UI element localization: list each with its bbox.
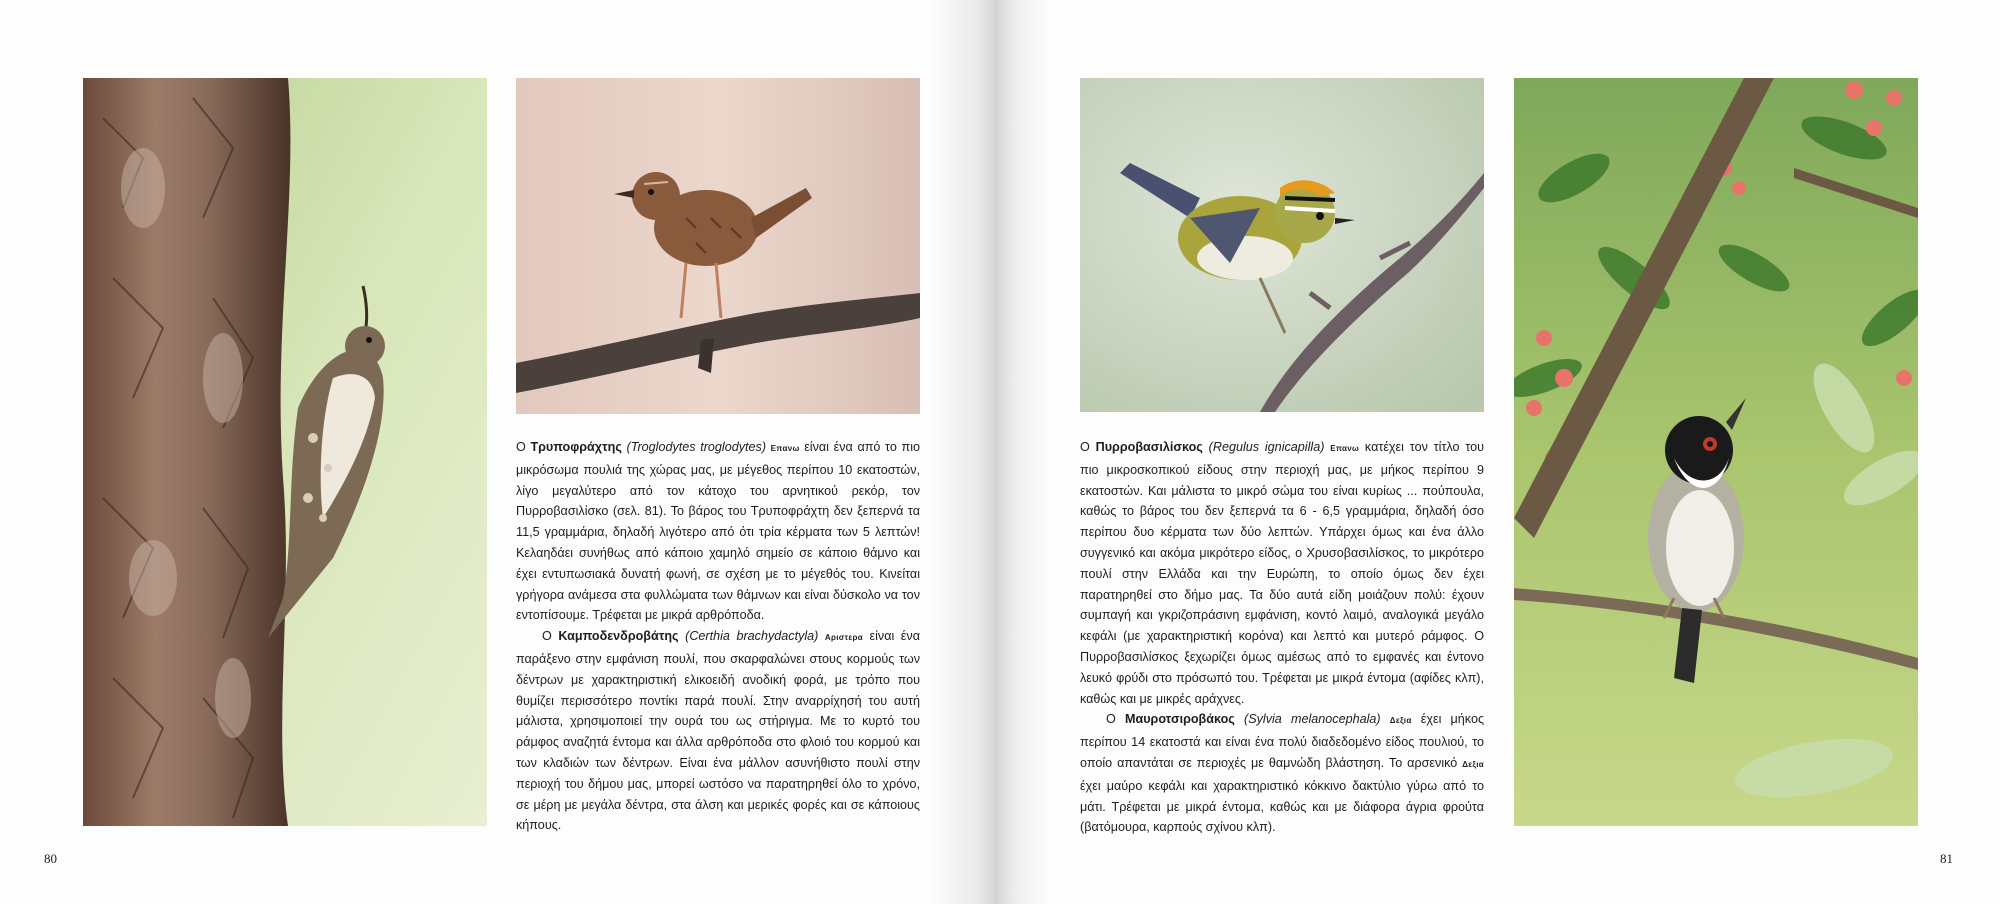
article-certhia	[516, 626, 920, 836]
species-name: Τρυποφράχτης	[530, 440, 622, 454]
latin-name: (Troglodytes troglodytes)	[626, 440, 767, 454]
article-lead: Ο	[1080, 440, 1090, 454]
treecreeper-photo	[83, 78, 487, 826]
position-tag: Επανω	[1330, 444, 1360, 453]
position-tag: Επανω	[770, 444, 800, 453]
position-tag: Δεξια	[1462, 759, 1484, 769]
latin-name: (Sylvia melanocephala)	[1244, 712, 1381, 727]
species-name: Πυρροβασιλίσκος	[1095, 440, 1203, 454]
article-body: είναι ένα παράξενο στην εμφάνιση πουλί, που σκαρφαλώνει στους κορμούς των δέντρων με χαρακτηριστική ελικοειδή ανοδική φορά, με τρόπο που θυμίζει περισσότερο ποντίκι παρά πουλί. Στην αναρρίχησή του αυτή μάλιστα, χρησιμοποιεί την ουρά του ως στήριγμα. Με το κυρτό του ράμφος αναζητά έντομα και άλλα αρθρόποδα στο φλοιό του κορμού και των κλαδιών των δέντρων. Είναι ένα μάλλον ασυνήθιστο πουλί στην περιοχή του δήμου μας, μπορεί ωστόσο να παρατηρηθεί όλο το χρόνο, σε μέρη με μεγάλα δέντρα, στα άλση και μερικές φορές και σε κάποιους κήπους.	[516, 629, 920, 833]
page-number: 80	[44, 851, 57, 866]
article-sylvia	[1080, 709, 1484, 838]
gutter-shadow	[930, 0, 1000, 904]
article-troglodytes	[516, 437, 920, 626]
article-body: είναι ένα από το πιο μικρόσωμα πουλιά της χώρας μας, με μέγεθος περίπου 10 εκατοστών, λίγο μεγαλύτερο από τον κάτοχο του αρνητικού ρεκόρ, τον Πυρροβασιλίσκο (σελ. 81). Το βάρος του Τρυποφράχτη δεν ξεπερνά τα 11,5 γραμμάρια, δηλαδή λιγότερο από ότι τρία κέρματα των 5 λεπτών! Κελαηδάει συνήθως από κάποιο χαμηλό σημείο σε κάποιο θάμνο και έχει εντυπωσιακά δυνατή φωνή, σε σχέση με το μέγεθός του. Κινείται γρήγορα ανάμεσα στα φυλλώματα των θάμνων και είναι δύσκολο να τον εντοπίσουμε. Τρέφεται με μικρά αρθρόποδα.	[516, 440, 920, 623]
position-tag: Αριστερα	[824, 633, 863, 643]
article-lead: Ο	[1106, 712, 1116, 727]
article-regulus	[1080, 437, 1484, 709]
species-name: Μαυροτσιροβάκος	[1124, 712, 1235, 727]
article-body: έχει μήκος περίπου 14 εκατοστά και είναι ένα πολύ διαδεδομένο είδος πουλιού, το οποίο απαντάται σε περιοχές με θαμνώδη βλάστηση. Το αρσενικό	[1080, 712, 1485, 770]
gutter-shadow	[1000, 0, 1050, 904]
sardinian-warbler-photo	[1514, 78, 1918, 826]
article-body: έχει μαύρο κεφάλι και χαρακτηριστικό κόκκινο δακτύλιο γύρω από το μάτι. Τρέφεται με μικρά έντομα, καθώς και με διάφορα άγρια φρούτα (βατόμουρα, καρπούς σχίνου κλπ).	[1080, 778, 1484, 835]
article-lead: Ο	[516, 440, 526, 454]
page-number: 81	[1940, 851, 1953, 866]
species-name: Καμποδενδροβάτης	[558, 629, 679, 644]
latin-name: (Regulus ignicapilla)	[1208, 440, 1325, 454]
wren-photo	[516, 78, 920, 414]
firecrest-photo	[1080, 78, 1484, 412]
article-body: κατέχει τον τίτλο του πιο μικροσκοπικού είδους στην περιοχή μας, με μήκος περίπου 9 εκατοστών. Και μάλιστα το μικρό σώμα του είναι κυρίως ... πούπουλα, καθώς το βάρος του δεν ξεπερνά τα 6 - 6,5 γραμμάρια, δηλαδή όσο περίπου δυο κέρματα των δύο λεπτών. Υπάρχει όμως και ένα άλλο συγγενικό και ακόμα μικρότερο είδος, ο Χρυσοβασιλίσκος, το μικρότερο πουλί στην Ελλάδα και την Ευρώπη, το οποίο όμως δεν έχει παρατηρηθεί στο δήμο μας. Τα δύο αυτά είδη μοιάζουν πολύ: έχουν συμπαγή και γκριζοπράσινη εμφάνιση, κοντό λαιμό, αναλογικά μεγάλο κεφάλι (με χαρακτηριστική κορόνα) και λεπτό και μυτερό ράμφος. Ο Πυρροβασιλίσκος ξεχωρίζει όμως αμέσως από το εμφανές και έντονο λευκό φρύδι στο πρόσωπό του. Τρέφεται με μικρά έντομα (αφίδες κλπ), καθώς και με μικρές αράχνες.	[1080, 440, 1485, 706]
left-text-column	[516, 437, 920, 836]
latin-name: (Certhia brachydactyla)	[685, 629, 819, 644]
right-page	[1000, 0, 2000, 904]
right-text-column	[1080, 437, 1484, 838]
position-tag: Δεξια	[1389, 716, 1412, 726]
article-lead: Ο	[542, 629, 552, 644]
